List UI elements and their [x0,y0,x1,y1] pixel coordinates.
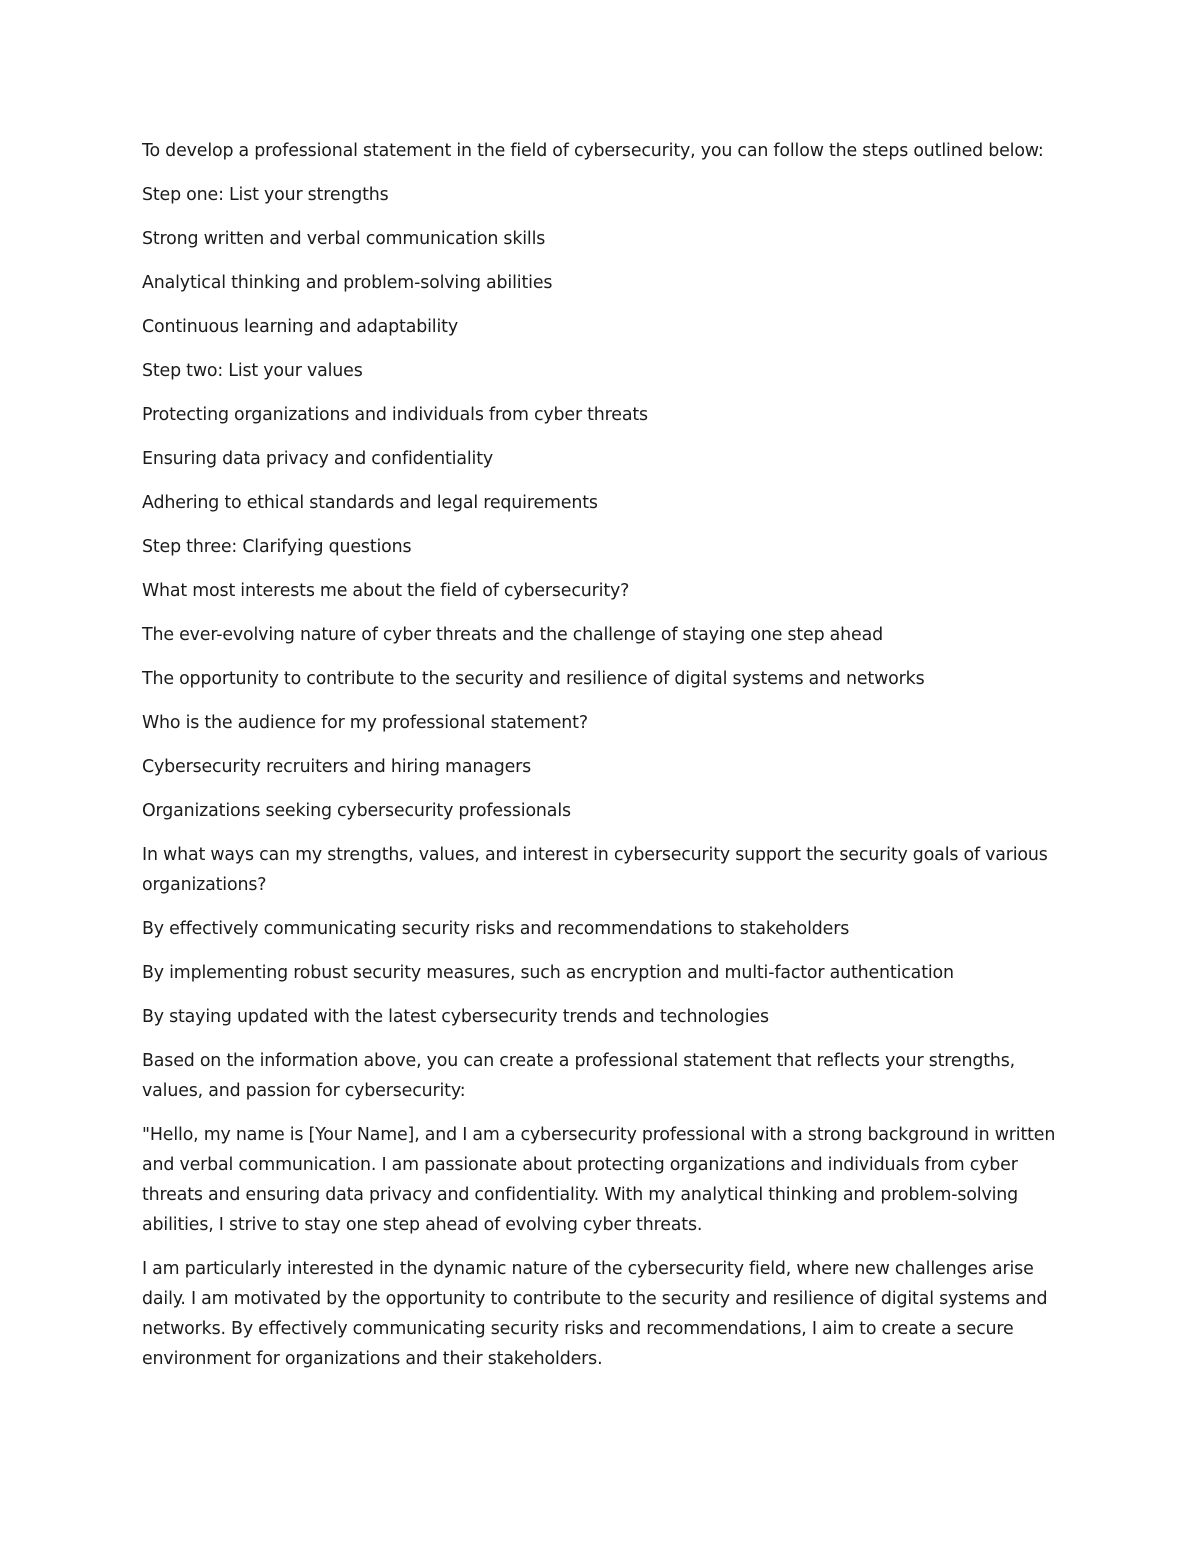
paragraph-answer-communicating: By effectively communicating security risks and recommendations to stakeholders [142,919,850,939]
document-body [142,136,1058,1374]
paragraph-statement-paragraph-one: "Hello, my name is [Your Name], and I am a cybersecurity professional with a strong background in written and verbal communication. I am passionate about protecting organizations and individuals from cyber threats and ensuring data privacy and confidentiality. With my analytical thinking and problem-solving abilities, I strive to stay one step ahead of evolving cyber threats. [142,1125,1056,1235]
paragraph-answer-opportunity: The opportunity to contribute to the security and resilience of digital systems and networks [142,669,925,689]
paragraph-answer-evolving-nature: The ever-evolving nature of cyber threats and the challenge of staying one step ahead [142,625,883,645]
paragraph-strength-learning: Continuous learning and adaptability [142,317,458,337]
paragraph-step-three-heading: Step three: Clarifying questions [142,537,412,557]
paragraph-step-one-heading: Step one: List your strengths [142,185,389,205]
paragraph-answer-staying-updated: By staying updated with the latest cybersecurity trends and technologies [142,1007,769,1027]
paragraph-value-ethics: Adhering to ethical standards and legal requirements [142,493,598,513]
paragraph-statement-paragraph-two: I am particularly interested in the dynamic nature of the cybersecurity field, where new challenges arise daily. I am motivated by the opportunity to contribute to the security and resilience of digital systems and networks. By effectively communicating security risks and recommendations, I aim to create a secure environment for organizations and their stakeholders. [142,1259,1048,1369]
paragraph-audience-recruiters: Cybersecurity recruiters and hiring managers [142,757,532,777]
paragraph-question-audience: Who is the audience for my professional statement? [142,713,588,733]
paragraph-audience-organizations: Organizations seeking cybersecurity professionals [142,801,571,821]
paragraph-strength-communication: Strong written and verbal communication skills [142,229,546,249]
paragraph-value-protecting: Protecting organizations and individuals from cyber threats [142,405,648,425]
paragraph-intro: To develop a professional statement in the field of cybersecurity, you can follow the steps outlined below: [142,141,1044,161]
paragraph-question-interests: What most interests me about the field of cybersecurity? [142,581,630,601]
paragraph-conclusion-lead-in: Based on the information above, you can create a professional statement that reflects your strengths, values, and passion for cybersecurity: [142,1051,1016,1101]
paragraph-answer-robust-measures: By implementing robust security measures, such as encryption and multi-factor authentication [142,963,954,983]
paragraph-question-support-goals: In what ways can my strengths, values, and interest in cybersecurity support the security goals of various organizations? [142,845,1048,895]
paragraph-value-privacy: Ensuring data privacy and confidentiality [142,449,494,469]
paragraph-strength-analytical: Analytical thinking and problem-solving abilities [142,273,553,293]
paragraph-step-two-heading: Step two: List your values [142,361,363,381]
